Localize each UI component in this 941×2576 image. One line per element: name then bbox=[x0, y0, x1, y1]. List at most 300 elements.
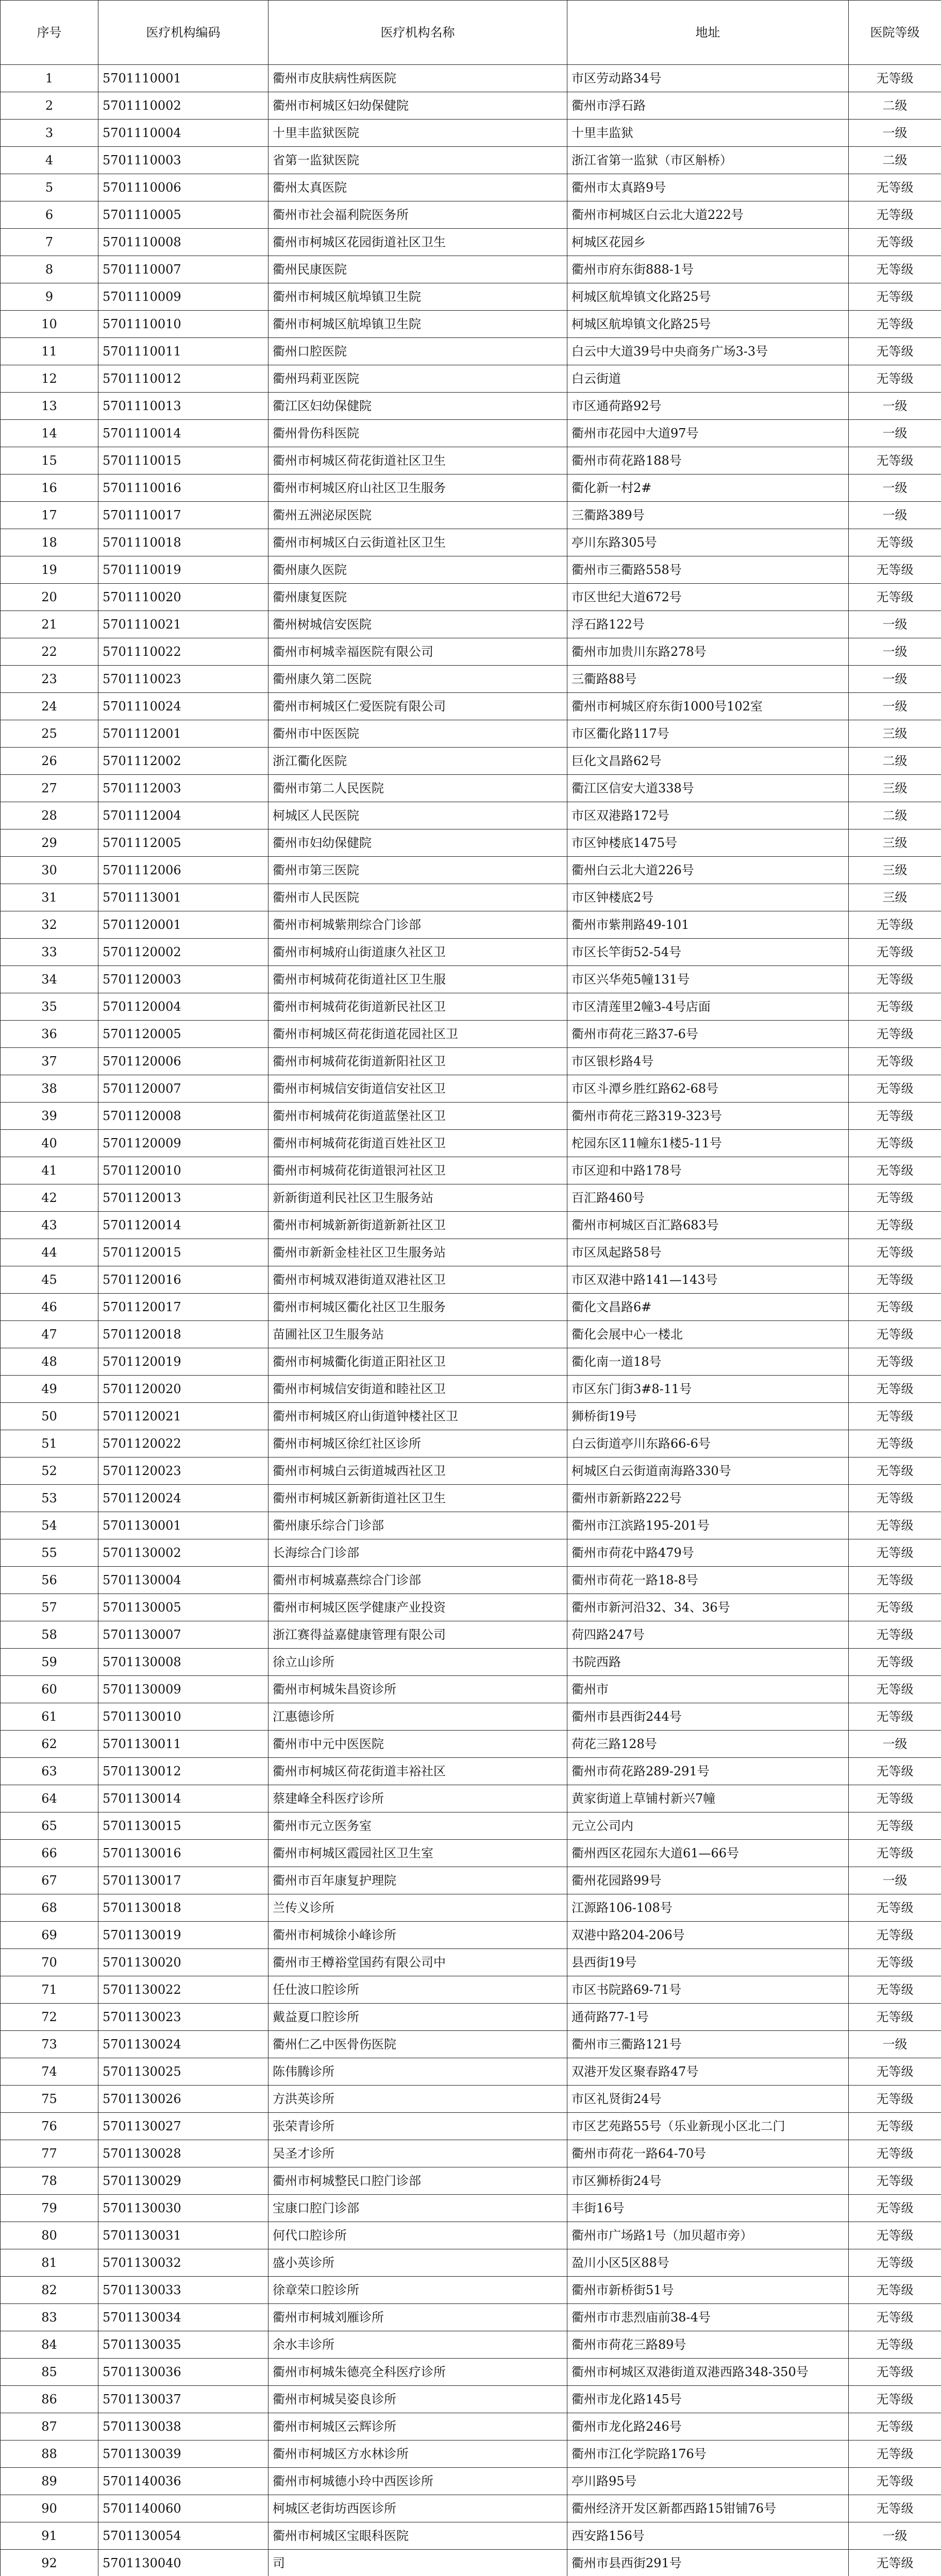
institution-code: 5701120019 bbox=[98, 1348, 268, 1376]
row-number: 49 bbox=[1, 1376, 98, 1403]
institution-code: 5701130031 bbox=[98, 2222, 268, 2249]
institution-code: 5701130022 bbox=[98, 1976, 268, 2004]
institution-code: 5701120005 bbox=[98, 1021, 268, 1048]
institution-name: 陈伟腾诊所 bbox=[268, 2058, 567, 2086]
row-number: 65 bbox=[1, 1812, 98, 1840]
table-row bbox=[1, 2277, 941, 2304]
institution-address: 衢江区信安大道338号 bbox=[567, 775, 849, 802]
row-number: 87 bbox=[1, 2413, 98, 2441]
institution-address: 柯城区航埠镇文化路25号 bbox=[567, 311, 849, 338]
institution-name: 衢州市柯城区航埠镇卫生院 bbox=[268, 283, 567, 311]
institution-code: 5701130039 bbox=[98, 2441, 268, 2468]
table-row bbox=[1, 2031, 941, 2058]
institution-address: 衢州市县西街244号 bbox=[567, 1703, 849, 1731]
row-number: 41 bbox=[1, 1157, 98, 1184]
hospital-grade: 无等级 bbox=[849, 993, 941, 1021]
row-number: 67 bbox=[1, 1867, 98, 1894]
hospital-grade: 无等级 bbox=[849, 1649, 941, 1676]
institution-address: 衢州经济开发区新都西路15钳铺76号 bbox=[567, 2495, 849, 2522]
institution-address: 丰街16号 bbox=[567, 2195, 849, 2222]
institution-name: 方洪英诊所 bbox=[268, 2086, 567, 2113]
institution-code: 5701120015 bbox=[98, 1239, 268, 1266]
institution-address: 衢州市荷花三路89号 bbox=[567, 2331, 849, 2359]
table-row bbox=[1, 2441, 941, 2468]
institution-name: 衢州市柯城整民口腔门诊部 bbox=[268, 2167, 567, 2195]
hospital-grade: 一级 bbox=[849, 1731, 941, 1758]
table-row bbox=[1, 556, 941, 584]
hospital-grade: 无等级 bbox=[849, 1294, 941, 1321]
institution-name: 徐章荣口腔诊所 bbox=[268, 2277, 567, 2304]
table-row bbox=[1, 2331, 941, 2359]
row-number: 51 bbox=[1, 1430, 98, 1458]
institution-code: 5701140060 bbox=[98, 2495, 268, 2522]
institution-address: 元立公司内 bbox=[567, 1812, 849, 1840]
institution-code: 5701130026 bbox=[98, 2086, 268, 2113]
row-number: 62 bbox=[1, 1731, 98, 1758]
row-number: 38 bbox=[1, 1075, 98, 1103]
institution-address: 狮桥街19号 bbox=[567, 1403, 849, 1430]
row-number: 48 bbox=[1, 1348, 98, 1376]
institution-code: 5701120013 bbox=[98, 1184, 268, 1212]
hospital-grade: 一级 bbox=[849, 2522, 941, 2550]
hospital-grade: 无等级 bbox=[849, 1075, 941, 1103]
institution-name: 衢州市中元中医医院 bbox=[268, 1731, 567, 1758]
row-number: 58 bbox=[1, 1621, 98, 1649]
table-row bbox=[1, 1239, 941, 1266]
table-row bbox=[1, 1539, 941, 1567]
table-row bbox=[1, 1103, 941, 1130]
hospital-grade: 三级 bbox=[849, 720, 941, 748]
row-number: 45 bbox=[1, 1266, 98, 1294]
institution-name: 衢州康久医院 bbox=[268, 556, 567, 584]
row-number: 26 bbox=[1, 748, 98, 775]
hospital-grade: 无等级 bbox=[849, 2249, 941, 2277]
institution-name: 苗圃社区卫生服务站 bbox=[268, 1321, 567, 1348]
institution-name: 衢州市柯城信安街道和睦社区卫 bbox=[268, 1376, 567, 1403]
institution-address: 衢州市 bbox=[567, 1676, 849, 1703]
institution-code: 5701130018 bbox=[98, 1894, 268, 1922]
institution-code: 5701110011 bbox=[98, 338, 268, 365]
institution-name: 衢州康复医院 bbox=[268, 584, 567, 611]
institution-address: 柯城区白云街道南海路330号 bbox=[567, 1458, 849, 1485]
institution-name: 衢州市柯城府山街道康久社区卫 bbox=[268, 939, 567, 966]
table-row bbox=[1, 147, 941, 174]
header-name: 医疗机构名称 bbox=[268, 1, 567, 65]
hospital-grade: 一级 bbox=[849, 502, 941, 529]
institution-name: 张荣青诊所 bbox=[268, 2113, 567, 2140]
institution-code: 5701130037 bbox=[98, 2386, 268, 2413]
row-number: 66 bbox=[1, 1840, 98, 1867]
row-number: 33 bbox=[1, 939, 98, 966]
table-row bbox=[1, 393, 941, 420]
institution-name: 衢州市柯城吴姿良诊所 bbox=[268, 2386, 567, 2413]
institution-code: 5701110017 bbox=[98, 502, 268, 529]
institution-address: 百汇路460号 bbox=[567, 1184, 849, 1212]
institution-name: 衢州市柯城朱德亮全科医疗诊所 bbox=[268, 2359, 567, 2386]
hospital-grade: 无等级 bbox=[849, 2413, 941, 2441]
row-number: 30 bbox=[1, 857, 98, 884]
table-row bbox=[1, 120, 941, 147]
institution-code: 5701130012 bbox=[98, 1758, 268, 1785]
institution-name: 衢州市柯城区白云街道社区卫生 bbox=[268, 529, 567, 556]
table-row bbox=[1, 2195, 941, 2222]
institution-address: 市区长竿街52-54号 bbox=[567, 939, 849, 966]
row-number: 70 bbox=[1, 1949, 98, 1976]
row-number: 14 bbox=[1, 420, 98, 447]
institution-address: 衢州市新河沿32、34、36号 bbox=[567, 1594, 849, 1621]
table-row bbox=[1, 1430, 941, 1458]
hospital-grade: 无等级 bbox=[849, 1758, 941, 1785]
table-row bbox=[1, 2468, 941, 2495]
table-row bbox=[1, 1376, 941, 1403]
table-row bbox=[1, 365, 941, 393]
institution-address: 市区劳动路34号 bbox=[567, 65, 849, 92]
institution-address: 衢州市江滨路195-201号 bbox=[567, 1512, 849, 1539]
institution-name: 衢州市柯城德小玲中西医诊所 bbox=[268, 2468, 567, 2495]
hospital-grade: 无等级 bbox=[849, 283, 941, 311]
institution-name: 衢州市百年康复护理院 bbox=[268, 1867, 567, 1894]
institution-address: 衢州西区花园东大道61—66号 bbox=[567, 1840, 849, 1867]
institution-name: 衢州市柯城区徐红社区诊所 bbox=[268, 1430, 567, 1458]
row-number: 22 bbox=[1, 638, 98, 666]
hospital-grade: 无等级 bbox=[849, 2386, 941, 2413]
institution-code: 5701110010 bbox=[98, 311, 268, 338]
institution-code: 5701110002 bbox=[98, 92, 268, 120]
institution-code: 5701120004 bbox=[98, 993, 268, 1021]
hospital-grade: 无等级 bbox=[849, 584, 941, 611]
institution-code: 5701110020 bbox=[98, 584, 268, 611]
row-number: 9 bbox=[1, 283, 98, 311]
institution-code: 5701120002 bbox=[98, 939, 268, 966]
institution-address: 市区艺苑路55号（乐业新现小区北二门 bbox=[567, 2113, 849, 2140]
table-row bbox=[1, 174, 941, 201]
hospital-grade: 一级 bbox=[849, 638, 941, 666]
institution-code: 5701112003 bbox=[98, 775, 268, 802]
row-number: 79 bbox=[1, 2195, 98, 2222]
institution-code: 5701130023 bbox=[98, 2004, 268, 2031]
table-row bbox=[1, 1758, 941, 1785]
institution-code: 5701120007 bbox=[98, 1075, 268, 1103]
table-row bbox=[1, 2004, 941, 2031]
table-row bbox=[1, 1321, 941, 1348]
institution-address: 柯城区航埠镇文化路25号 bbox=[567, 283, 849, 311]
institution-name: 衢州市柯城区府山社区卫生服务 bbox=[268, 474, 567, 502]
institution-name: 衢州市柯城双港街道双港社区卫 bbox=[268, 1266, 567, 1294]
institution-name: 衢州市柯城区宝眼科医院 bbox=[268, 2522, 567, 2550]
institution-code: 5701110006 bbox=[98, 174, 268, 201]
institution-address: 三衢路389号 bbox=[567, 502, 849, 529]
institution-name: 戴益夏口腔诊所 bbox=[268, 2004, 567, 2031]
institution-name: 衢州市柯城幸福医院有限公司 bbox=[268, 638, 567, 666]
table-row bbox=[1, 693, 941, 720]
institution-code: 5701130011 bbox=[98, 1731, 268, 1758]
institution-code: 5701110013 bbox=[98, 393, 268, 420]
table-row bbox=[1, 775, 941, 802]
table-row bbox=[1, 2522, 941, 2550]
institution-name: 衢州市柯城荷花街道百姓社区卫 bbox=[268, 1130, 567, 1157]
hospital-grade: 一级 bbox=[849, 420, 941, 447]
row-number: 24 bbox=[1, 693, 98, 720]
table-row bbox=[1, 611, 941, 638]
institution-address: 衢州市三衢路121号 bbox=[567, 2031, 849, 2058]
institution-name: 衢州市人民医院 bbox=[268, 884, 567, 911]
institution-code: 5701130028 bbox=[98, 2140, 268, 2167]
hospital-grade: 无等级 bbox=[849, 1676, 941, 1703]
row-number: 77 bbox=[1, 2140, 98, 2167]
institution-address: 衢化南一道18号 bbox=[567, 1348, 849, 1376]
institution-code: 5701110018 bbox=[98, 529, 268, 556]
institution-name: 衢州民康医院 bbox=[268, 256, 567, 283]
table-row bbox=[1, 1567, 941, 1594]
institution-name: 衢州市柯城区仁爱医院有限公司 bbox=[268, 693, 567, 720]
row-number: 92 bbox=[1, 2550, 98, 2576]
institution-name: 宝康口腔门诊部 bbox=[268, 2195, 567, 2222]
table-row bbox=[1, 1703, 941, 1731]
institution-name: 衢州市王樽裕堂国药有限公司中 bbox=[268, 1949, 567, 1976]
table-row bbox=[1, 1922, 941, 1949]
row-number: 91 bbox=[1, 2522, 98, 2550]
hospital-grade: 无等级 bbox=[849, 1785, 941, 1812]
table-row bbox=[1, 2359, 941, 2386]
row-number: 82 bbox=[1, 2277, 98, 2304]
table-row bbox=[1, 502, 941, 529]
hospital-grade: 无等级 bbox=[849, 1840, 941, 1867]
table-row bbox=[1, 201, 941, 229]
hospital-grade: 无等级 bbox=[849, 1021, 941, 1048]
institution-code: 5701130034 bbox=[98, 2304, 268, 2331]
institution-name: 衢州市柯城区府山街道钟楼社区卫 bbox=[268, 1403, 567, 1430]
institution-name: 衢州太真医院 bbox=[268, 174, 567, 201]
row-number: 10 bbox=[1, 311, 98, 338]
institution-name: 十里丰监狱医院 bbox=[268, 120, 567, 147]
institution-name: 衢州市中医医院 bbox=[268, 720, 567, 748]
institution-address: 衢州市浮石路 bbox=[567, 92, 849, 120]
institution-code: 5701113001 bbox=[98, 884, 268, 911]
row-number: 32 bbox=[1, 911, 98, 939]
institution-code: 5701110001 bbox=[98, 65, 268, 92]
hospital-grade: 无等级 bbox=[849, 201, 941, 229]
institution-address: 巨化文昌路62号 bbox=[567, 748, 849, 775]
row-number: 36 bbox=[1, 1021, 98, 1048]
row-number: 6 bbox=[1, 201, 98, 229]
institution-name: 衢州市柯城刘雁诊所 bbox=[268, 2304, 567, 2331]
institution-address: 衢化文昌路6# bbox=[567, 1294, 849, 1321]
table-row bbox=[1, 1867, 941, 1894]
institution-address: 衢州市柯城区百汇路683号 bbox=[567, 1212, 849, 1239]
institution-address: 市区清莲里2幢3-4号店面 bbox=[567, 993, 849, 1021]
institution-code: 5701140036 bbox=[98, 2468, 268, 2495]
institution-name: 衢州市柯城信安街道信安社区卫 bbox=[268, 1075, 567, 1103]
institution-code: 5701130005 bbox=[98, 1594, 268, 1621]
hospital-grade: 无等级 bbox=[849, 2331, 941, 2359]
institution-address: 衢州花园路99号 bbox=[567, 1867, 849, 1894]
institution-code: 5701130016 bbox=[98, 1840, 268, 1867]
row-number: 13 bbox=[1, 393, 98, 420]
institution-code: 5701130001 bbox=[98, 1512, 268, 1539]
hospital-grade: 无等级 bbox=[849, 1212, 941, 1239]
institution-name: 司 bbox=[268, 2550, 567, 2576]
table-body bbox=[1, 65, 941, 2576]
hospital-grade: 一级 bbox=[849, 1867, 941, 1894]
row-number: 53 bbox=[1, 1485, 98, 1512]
institution-name: 柯城区人民医院 bbox=[268, 802, 567, 829]
hospital-grade: 无等级 bbox=[849, 311, 941, 338]
institution-address: 市区斗潭乡胜红路62-68号 bbox=[567, 1075, 849, 1103]
hospital-grade: 三级 bbox=[849, 857, 941, 884]
hospital-grade: 无等级 bbox=[849, 1239, 941, 1266]
row-number: 72 bbox=[1, 2004, 98, 2031]
row-number: 46 bbox=[1, 1294, 98, 1321]
hospital-grade: 无等级 bbox=[849, 1949, 941, 1976]
row-number: 31 bbox=[1, 884, 98, 911]
institution-code: 5701130027 bbox=[98, 2113, 268, 2140]
institution-name: 长海综合门诊部 bbox=[268, 1539, 567, 1567]
table-row bbox=[1, 1348, 941, 1376]
institution-address: 柁园东区11幢东1楼5-11号 bbox=[567, 1130, 849, 1157]
row-number: 71 bbox=[1, 1976, 98, 2004]
row-number: 21 bbox=[1, 611, 98, 638]
table-row bbox=[1, 1731, 941, 1758]
institution-code: 5701130009 bbox=[98, 1676, 268, 1703]
hospital-grade: 无等级 bbox=[849, 1321, 941, 1348]
institution-code: 5701110014 bbox=[98, 420, 268, 447]
table-row bbox=[1, 1458, 941, 1485]
institution-name: 衢州市柯城荷花街道银河社区卫 bbox=[268, 1157, 567, 1184]
header-code: 医疗机构编码 bbox=[98, 1, 268, 65]
header-row bbox=[1, 1, 941, 65]
institution-address: 市区迎和中路178号 bbox=[567, 1157, 849, 1184]
institution-code: 5701130008 bbox=[98, 1649, 268, 1676]
institution-address: 市区礼贤街24号 bbox=[567, 2086, 849, 2113]
institution-name: 衢州市柯城区荷花街道社区卫生 bbox=[268, 447, 567, 474]
institution-name: 衢州市柯城区荷花街道花园社区卫 bbox=[268, 1021, 567, 1048]
row-number: 11 bbox=[1, 338, 98, 365]
table-row bbox=[1, 311, 941, 338]
institution-address: 衢州市柯城区白云北大道222号 bbox=[567, 201, 849, 229]
hospital-grade: 无等级 bbox=[849, 2304, 941, 2331]
institution-address: 亭川路95号 bbox=[567, 2468, 849, 2495]
table-row bbox=[1, 1048, 941, 1075]
hospital-grade: 无等级 bbox=[849, 256, 941, 283]
row-number: 57 bbox=[1, 1594, 98, 1621]
institution-code: 5701120024 bbox=[98, 1485, 268, 1512]
institution-code: 5701130024 bbox=[98, 2031, 268, 2058]
institution-address: 亭川东路305号 bbox=[567, 529, 849, 556]
hospital-grade: 无等级 bbox=[849, 1976, 941, 2004]
table-row bbox=[1, 256, 941, 283]
institution-address: 衢州市江化学院路176号 bbox=[567, 2441, 849, 2468]
row-number: 47 bbox=[1, 1321, 98, 1348]
institution-code: 5701130032 bbox=[98, 2249, 268, 2277]
table-row bbox=[1, 1512, 941, 1539]
institution-code: 5701120014 bbox=[98, 1212, 268, 1239]
hospital-grade: 无等级 bbox=[849, 338, 941, 365]
institution-code: 5701110019 bbox=[98, 556, 268, 584]
table-row bbox=[1, 802, 941, 829]
institution-address: 市区通荷路92号 bbox=[567, 393, 849, 420]
institution-address: 通荷路77-1号 bbox=[567, 2004, 849, 2031]
institution-code: 5701120020 bbox=[98, 1376, 268, 1403]
institution-address: 衢州市荷花一路18-8号 bbox=[567, 1567, 849, 1594]
table-row bbox=[1, 1894, 941, 1922]
hospital-grade: 无等级 bbox=[849, 2359, 941, 2386]
table-row bbox=[1, 1676, 941, 1703]
table-row bbox=[1, 1184, 941, 1212]
institution-name: 衢州市柯城徐小峰诊所 bbox=[268, 1922, 567, 1949]
institution-name: 衢州市柯城区衢化社区卫生服务 bbox=[268, 1294, 567, 1321]
row-number: 23 bbox=[1, 666, 98, 693]
hospital-grade: 无等级 bbox=[849, 2277, 941, 2304]
institution-address: 县西街19号 bbox=[567, 1949, 849, 1976]
institution-code: 5701130038 bbox=[98, 2413, 268, 2441]
institution-code: 5701110003 bbox=[98, 147, 268, 174]
institution-address: 衢州市新桥街51号 bbox=[567, 2277, 849, 2304]
hospital-grade: 无等级 bbox=[849, 2441, 941, 2468]
row-number: 27 bbox=[1, 775, 98, 802]
institution-code: 5701110021 bbox=[98, 611, 268, 638]
institution-code: 5701112005 bbox=[98, 829, 268, 857]
row-number: 55 bbox=[1, 1539, 98, 1567]
institution-code: 5701130040 bbox=[98, 2550, 268, 2576]
hospital-grade: 无等级 bbox=[849, 1130, 941, 1157]
institution-address: 市区银杉路4号 bbox=[567, 1048, 849, 1075]
hospital-grade: 三级 bbox=[849, 775, 941, 802]
hospital-grade: 无等级 bbox=[849, 1266, 941, 1294]
table-row bbox=[1, 2222, 941, 2249]
hospital-grade: 无等级 bbox=[849, 447, 941, 474]
row-number: 89 bbox=[1, 2468, 98, 2495]
institution-name: 衢州市柯城区花园街道社区卫生 bbox=[268, 229, 567, 256]
institution-address: 衢州市荷花三路37-6号 bbox=[567, 1021, 849, 1048]
institution-name: 兰传义诊所 bbox=[268, 1894, 567, 1922]
hospital-grade: 一级 bbox=[849, 693, 941, 720]
table-row bbox=[1, 1485, 941, 1512]
institution-code: 5701112002 bbox=[98, 748, 268, 775]
hospital-grade: 无等级 bbox=[849, 1458, 941, 1485]
row-number: 4 bbox=[1, 147, 98, 174]
institution-code: 5701110012 bbox=[98, 365, 268, 393]
institution-code: 5701110007 bbox=[98, 256, 268, 283]
header-grade: 医院等级 bbox=[849, 1, 941, 65]
table-row bbox=[1, 1212, 941, 1239]
table-row bbox=[1, 1294, 941, 1321]
institution-name: 徐立山诊所 bbox=[268, 1649, 567, 1676]
institution-name: 衢州市柯城新新街道新新社区卫 bbox=[268, 1212, 567, 1239]
row-number: 5 bbox=[1, 174, 98, 201]
table-row bbox=[1, 447, 941, 474]
institution-code: 5701110024 bbox=[98, 693, 268, 720]
row-number: 83 bbox=[1, 2304, 98, 2331]
institution-name: 衢州仁乙中医骨伤医院 bbox=[268, 2031, 567, 2058]
institution-address: 白云街道亭川东路66-6号 bbox=[567, 1430, 849, 1458]
hospital-grade: 无等级 bbox=[849, 966, 941, 993]
hospital-grade: 无等级 bbox=[849, 1430, 941, 1458]
hospital-grade: 无等级 bbox=[849, 174, 941, 201]
institution-name: 衢州市社会福利院医务所 bbox=[268, 201, 567, 229]
table-row bbox=[1, 993, 941, 1021]
row-number: 63 bbox=[1, 1758, 98, 1785]
institution-name: 衢州市柯城区新新街道社区卫生 bbox=[268, 1485, 567, 1512]
table-row bbox=[1, 1075, 941, 1103]
row-number: 68 bbox=[1, 1894, 98, 1922]
row-number: 85 bbox=[1, 2359, 98, 2386]
table-row bbox=[1, 2304, 941, 2331]
institution-address: 市区书院路69-71号 bbox=[567, 1976, 849, 2004]
institution-address: 市区凤起路58号 bbox=[567, 1239, 849, 1266]
hospital-grade: 无等级 bbox=[849, 1103, 941, 1130]
table-row bbox=[1, 911, 941, 939]
institution-address: 衢州市新新路222号 bbox=[567, 1485, 849, 1512]
